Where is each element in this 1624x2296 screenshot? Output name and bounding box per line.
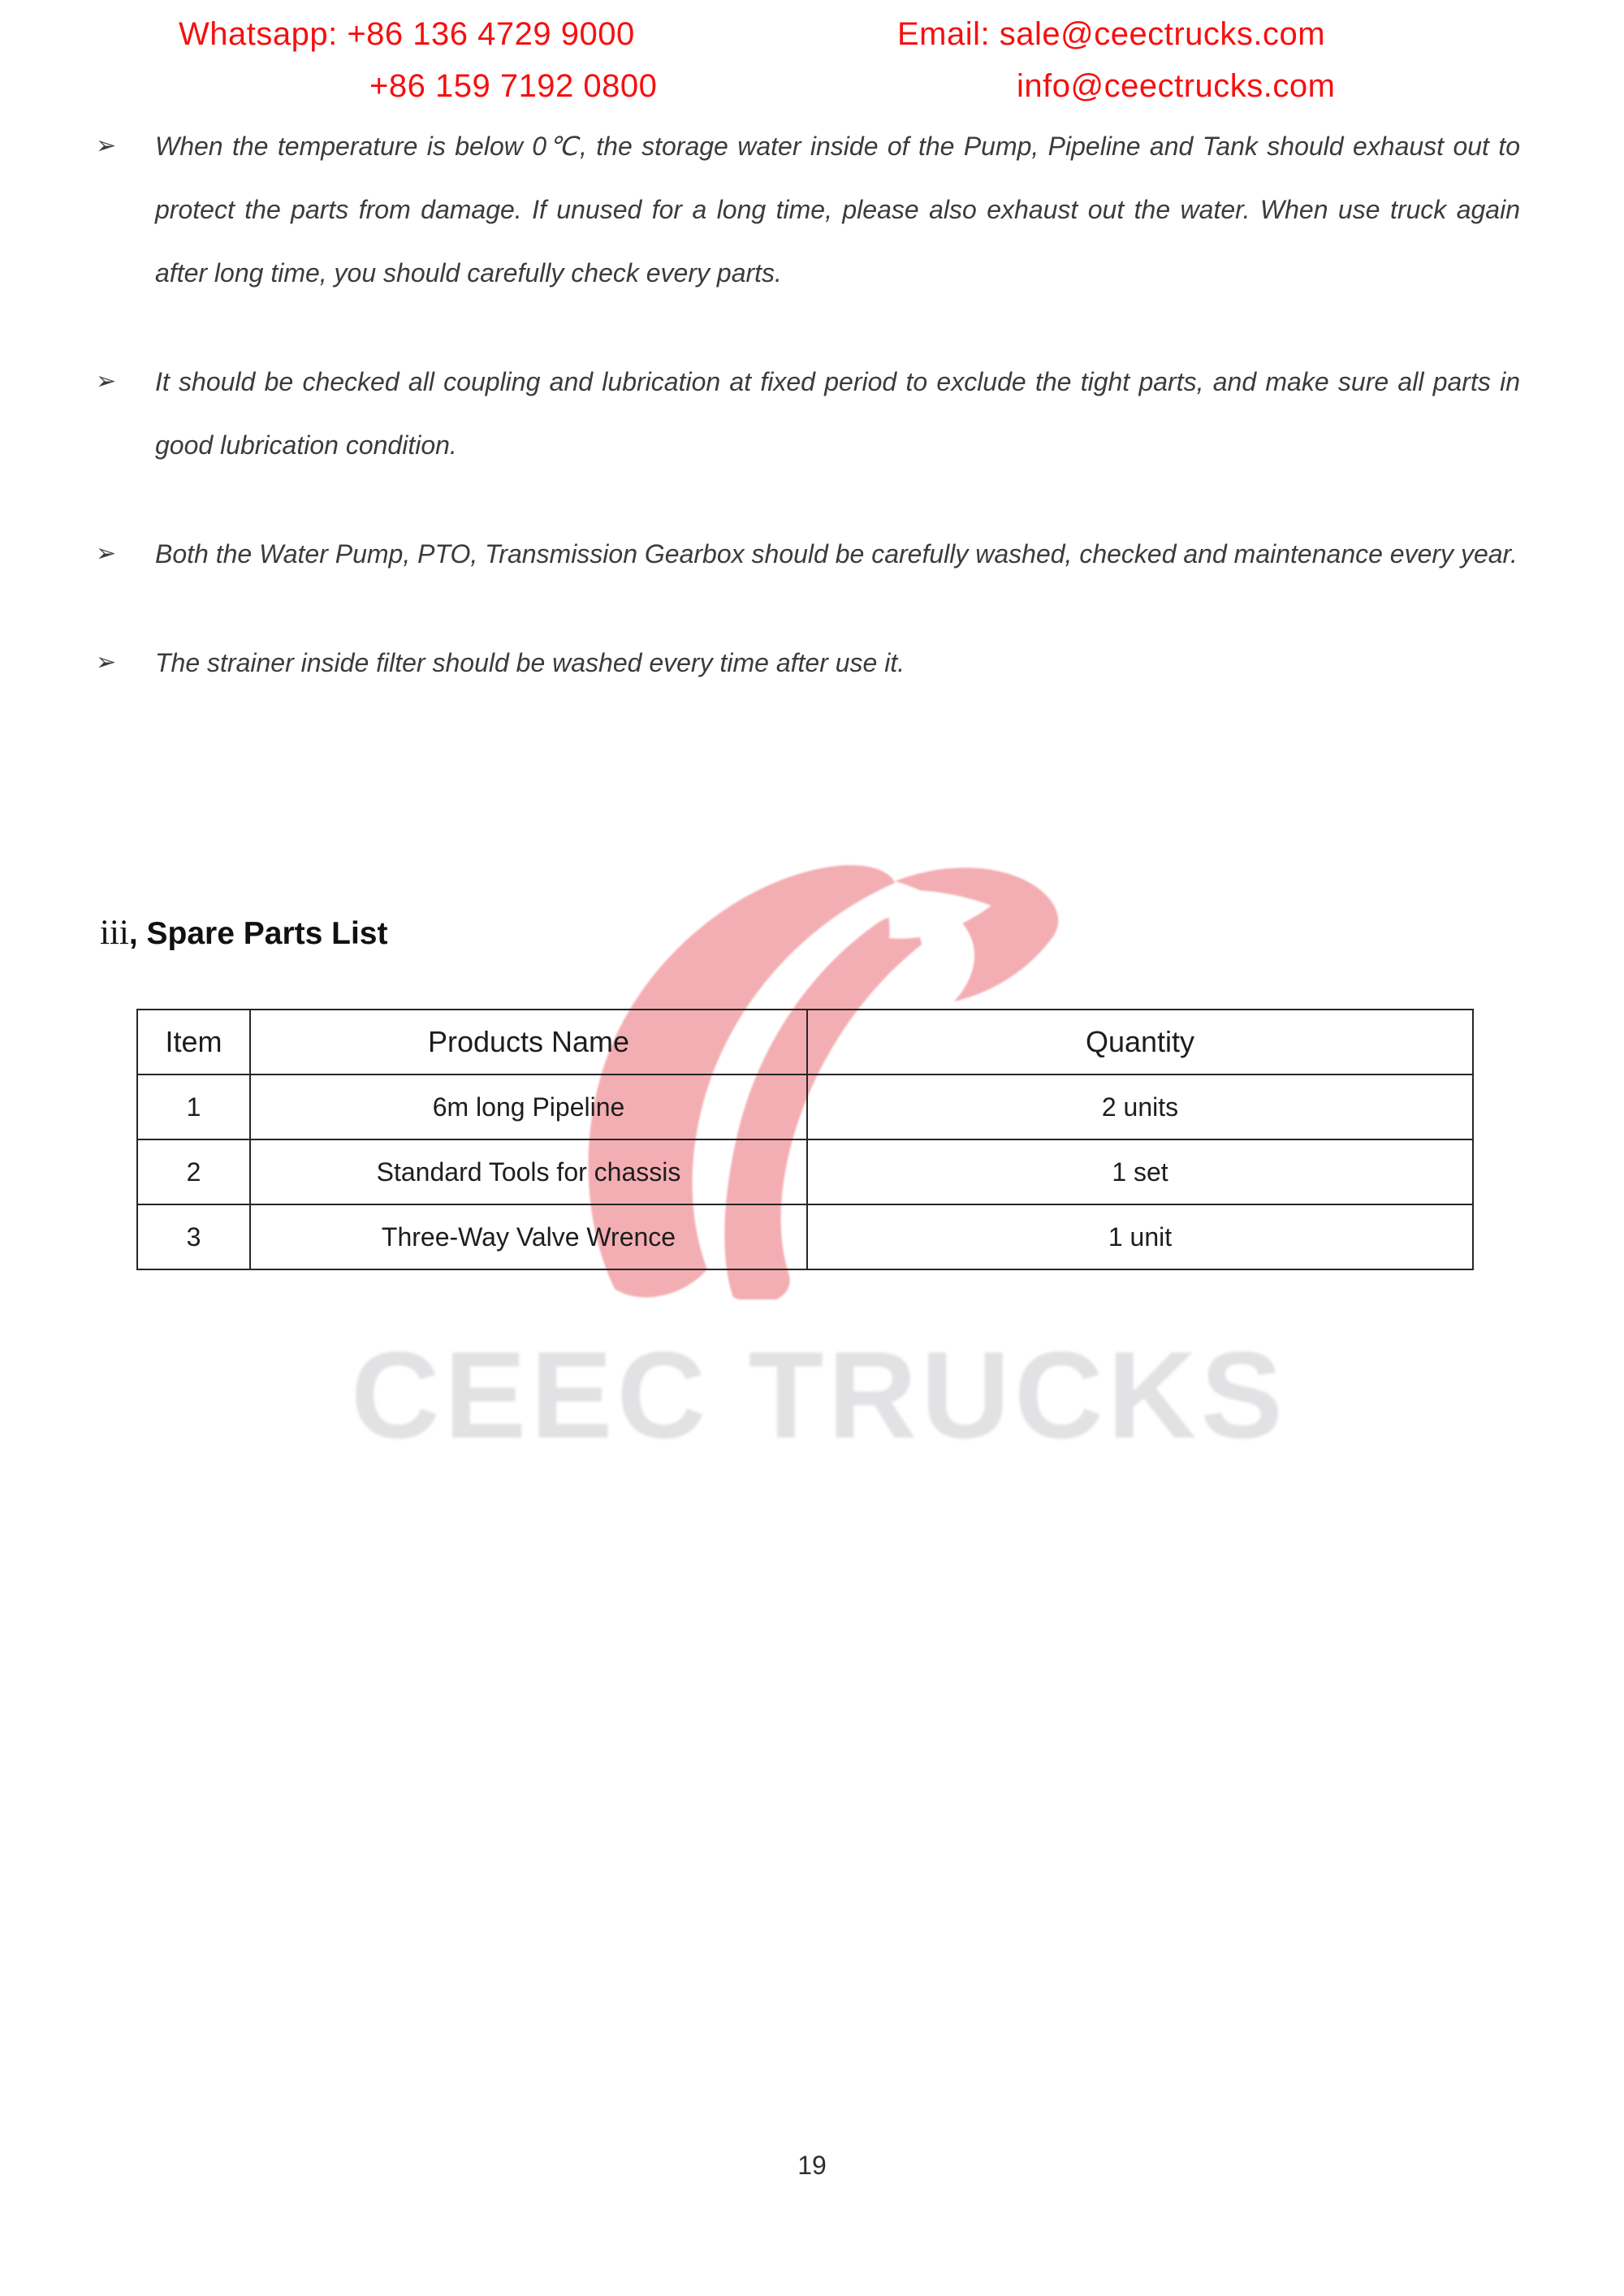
cell-quantity: 1 unit <box>807 1204 1473 1269</box>
list-item-text: Both the Water Pump, PTO, Transmission Gearbox should be carefully washed, checked and maintenance every year. <box>155 539 1518 569</box>
section-title: , Spare Parts List <box>128 916 388 951</box>
cell-item: 2 <box>137 1139 250 1204</box>
list-item-text: The strainer inside filter should be washed every time after use it. <box>155 648 905 677</box>
watermark-text: CEEC TRUCKS <box>351 1326 1287 1464</box>
section-numeral: iii <box>100 914 129 952</box>
list-item <box>96 522 1520 586</box>
list-item <box>96 631 1520 694</box>
column-header-quantity: Quantity <box>807 1010 1473 1074</box>
cell-product-name: Standard Tools for chassis <box>250 1139 807 1204</box>
page-number: 19 <box>797 2151 827 2180</box>
email-line-2: info@ceectrucks.com <box>1017 68 1336 104</box>
list-item-text: It should be checked all coupling and lubrication at fixed period to exclude the tight parts, and make sure all parts in good lubrication condition. <box>155 367 1520 460</box>
list-item <box>96 115 1520 305</box>
cell-product-name: 6m long Pipeline <box>250 1074 807 1139</box>
table-row <box>137 1204 1473 1269</box>
list-item-text: When the temperature is below 0℃, the storage water inside of the Pump, Pipeline and Tank should exhaust out to protect the parts from damage. If unused for a long time, please also exhaust out the water. When use truck again after long time, you should carefully check every parts. <box>155 132 1520 288</box>
arrow-bullet-icon: ➢ <box>96 649 117 676</box>
cell-product-name: Three-Way Valve Wrence <box>250 1204 807 1269</box>
maintenance-notes-list <box>96 115 1520 740</box>
cell-item: 1 <box>137 1074 250 1139</box>
spare-parts-table <box>136 1009 1474 1270</box>
table-header-row <box>137 1010 1473 1074</box>
cell-quantity: 1 set <box>807 1139 1473 1204</box>
whatsapp-line-2: +86 159 7192 0800 <box>369 68 658 104</box>
column-header-products-name: Products Name <box>250 1010 807 1074</box>
arrow-bullet-icon: ➢ <box>96 540 117 567</box>
arrow-bullet-icon: ➢ <box>96 132 117 159</box>
email-line-1: Email: sale@ceectrucks.com <box>897 16 1326 52</box>
arrow-bullet-icon: ➢ <box>96 368 117 395</box>
whatsapp-line-1: Whatsapp: +86 136 4729 9000 <box>179 16 635 52</box>
cell-quantity: 2 units <box>807 1074 1473 1139</box>
table-row <box>137 1139 1473 1204</box>
list-item <box>96 350 1520 477</box>
section-heading-spare-parts <box>100 913 387 953</box>
column-header-item: Item <box>137 1010 250 1074</box>
table-row <box>137 1074 1473 1139</box>
cell-item: 3 <box>137 1204 250 1269</box>
